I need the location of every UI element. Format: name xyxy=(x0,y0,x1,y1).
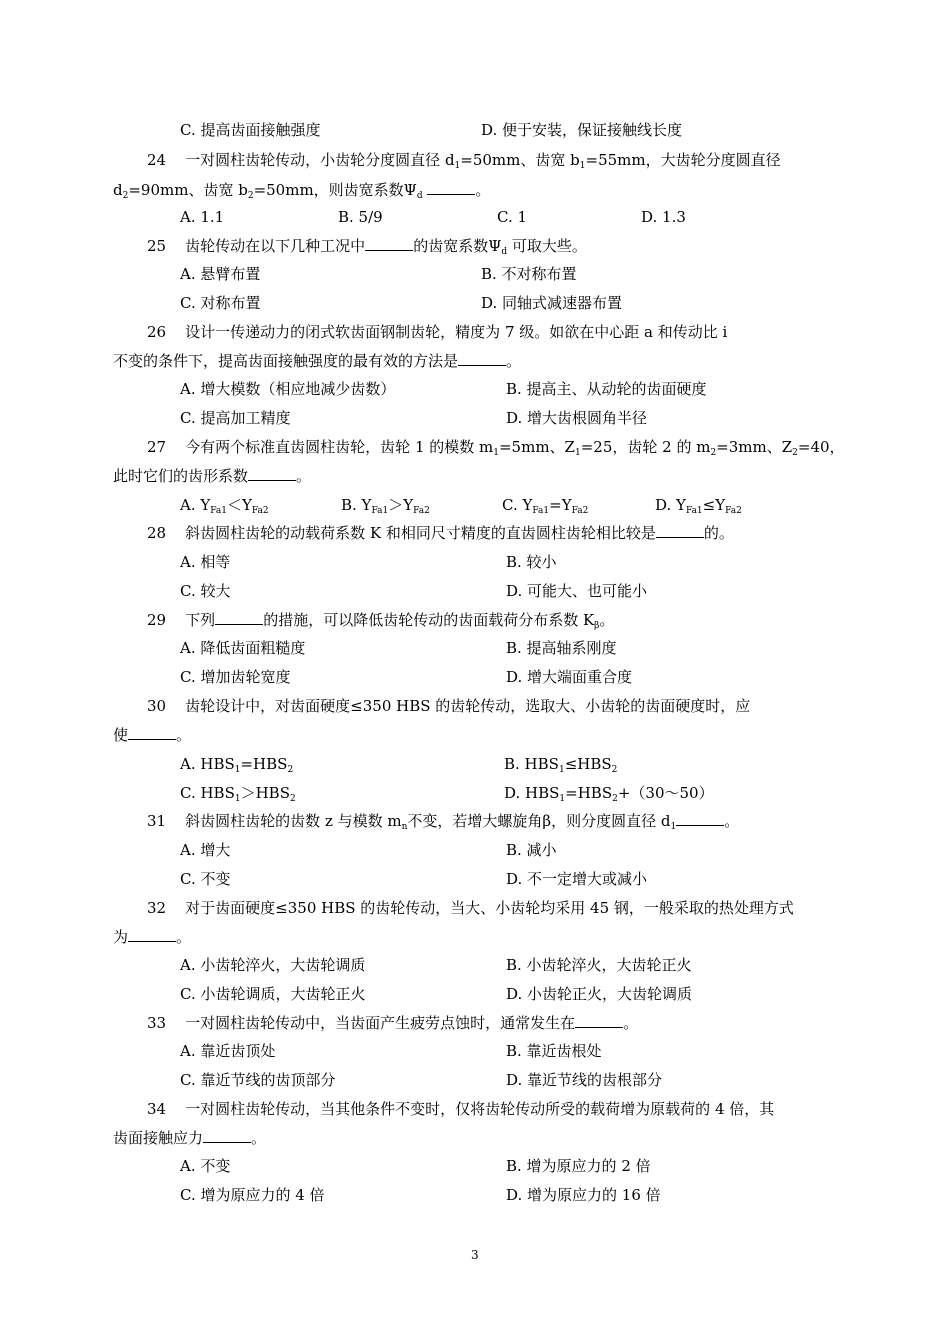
answer-blank xyxy=(656,523,704,538)
q28-stem: 28 斜齿圆柱齿轮的动载荷系数 K 和相同尺寸精度的直齿圆柱齿轮相比较是 的。 xyxy=(147,524,734,542)
q29-option-b: B. 提高轴系刚度 xyxy=(506,639,617,657)
q33-option-c: C. 靠近节线的齿顶部分 xyxy=(180,1071,336,1089)
q31-stem: 31 斜齿圆柱齿轮的齿数 z 与模数 $m_n$不变，若增大螺旋角β，则分度圆直径 $d_1$ 。 xyxy=(147,812,740,832)
q34-option-d: D. 增为原应力的 16 倍 xyxy=(506,1186,661,1204)
q30-number: 30 xyxy=(147,697,167,715)
q31-option-d: D. 不一定增大或减小 xyxy=(506,870,648,888)
q29-stem: 29 下列 的措施，可以降低齿轮传动的齿面载荷分布系数 $K_\beta$。 xyxy=(147,611,615,631)
q27-stem-line1: 27 今有两个标准直齿圆柱齿轮，齿轮 1 的模数 $m_1=5mm$、$Z_1=25$，齿轮 2 的 $m_2=3mm$、$Z_2=40$， xyxy=(147,438,845,458)
q28-number: 28 xyxy=(147,524,167,542)
answer-blank xyxy=(458,351,506,366)
q28-option-d: D. 可能大、也可能小 xyxy=(506,582,648,600)
q25-option-a: A. 悬臂布置 xyxy=(180,265,261,283)
q24-number: 24 xyxy=(147,151,167,169)
q31-option-c: C. 不变 xyxy=(180,870,231,888)
q27-option-b: B. $Y_{Fa1}>Y_{Fa2}$ xyxy=(341,496,430,516)
answer-blank xyxy=(215,610,263,625)
q33-stem: 33 一对圆柱齿轮传动中，当齿面产生疲劳点蚀时，通常发生在 。 xyxy=(147,1014,639,1032)
answer-blank xyxy=(427,180,475,195)
answer-blank xyxy=(128,725,176,740)
q32-option-d: D. 小齿轮正火，大齿轮调质 xyxy=(506,985,693,1003)
q27-stem-line2: 此时它们的齿形系数 。 xyxy=(113,467,312,485)
q31-number: 31 xyxy=(147,812,167,830)
answer-blank xyxy=(575,1013,623,1028)
q28-option-a: A. 相等 xyxy=(180,553,231,571)
q24-stem-line2: $d_2=90mm$、齿宽 $b_2=50mm$，则齿宽系数$\Psi_d$ 。 xyxy=(113,181,491,201)
q26-option-b: B. 提高主、从动轮的齿面硬度 xyxy=(506,380,707,398)
q31-option-a: A. 增大 xyxy=(180,841,231,859)
q28-option-c: C. 较大 xyxy=(180,582,231,600)
q34-option-b: B. 增为原应力的 2 倍 xyxy=(506,1157,651,1175)
q30-option-a: A. $HBS_1=HBS_2$ xyxy=(180,755,294,775)
q34-stem-line2: 齿面接触应力 。 xyxy=(113,1129,267,1147)
q29-number: 29 xyxy=(147,611,167,629)
q24-option-b: B. 5/9 xyxy=(338,208,383,226)
q33-option-a: A. 靠近齿顶处 xyxy=(180,1042,276,1060)
q32-number: 32 xyxy=(147,899,167,917)
q25-option-d: D. 同轴式减速器布置 xyxy=(481,294,623,312)
q30-stem-line1: 30 齿轮设计中，对齿面硬度≤350 HBS 的齿轮传动，选取大、小齿轮的齿面硬度时，应 xyxy=(147,697,751,715)
page-number: 3 xyxy=(471,1248,479,1262)
q27-option-c: C. $Y_{Fa1}=Y_{Fa2}$ xyxy=(502,496,589,516)
answer-blank xyxy=(203,1128,251,1143)
q30-option-c: C. $HBS_1>HBS_2$ xyxy=(180,784,296,804)
q31-option-b: B. 减小 xyxy=(506,841,557,859)
q24-option-a: A. 1.1 xyxy=(180,208,225,226)
q32-option-a: A. 小齿轮淬火，大齿轮调质 xyxy=(180,956,366,974)
q30-option-b: B. $HBS_1\le HBS_2$ xyxy=(504,755,618,775)
q25-stem: 25 齿轮传动在以下几种工况中 的齿宽系数$\Psi_d$ 可取大些。 xyxy=(147,237,587,257)
q34-option-c: C. 增为原应力的 4 倍 xyxy=(180,1186,325,1204)
q34-option-a: A. 不变 xyxy=(180,1157,231,1175)
q33-option-b: B. 靠近齿根处 xyxy=(506,1042,602,1060)
answer-blank xyxy=(248,466,296,481)
q25-option-c: C. 对称布置 xyxy=(180,294,261,312)
answer-blank xyxy=(365,236,413,251)
q24-option-d: D. 1.3 xyxy=(641,208,686,226)
q27-option-d: D. $Y_{Fa1}\le Y_{Fa2}$ xyxy=(655,496,742,516)
q23-option-c: C. 提高齿面接触强度 xyxy=(180,121,321,139)
q32-option-c: C. 小齿轮调质，大齿轮正火 xyxy=(180,985,366,1003)
answer-blank xyxy=(128,927,176,942)
q26-option-a: A. 增大模数（相应地减少齿数） xyxy=(180,380,396,398)
q33-number: 33 xyxy=(147,1014,167,1032)
q33-option-d: D. 靠近节线的齿根部分 xyxy=(506,1071,663,1089)
q26-option-d: D. 增大齿根圆角半径 xyxy=(506,409,648,427)
q24-stem-line1: 24 一对圆柱齿轮传动，小齿轮分度圆直径 $d_1=50mm$、齿宽 $b_1=55mm$，大齿轮分度圆直径 xyxy=(147,151,781,171)
q27-number: 27 xyxy=(147,438,167,456)
q26-stem-line1: 26 设计一传递动力的闭式软齿面钢制齿轮，精度为 7 级。如欲在中心距 a 和传动比 i xyxy=(147,323,728,341)
q34-stem-line1: 34 一对圆柱齿轮传动，当其他条件不变时，仅将齿轮传动所受的载荷增为原载荷的 4 倍，其 xyxy=(147,1100,775,1118)
q29-option-d: D. 增大端面重合度 xyxy=(506,668,633,686)
q25-option-b: B. 不对称布置 xyxy=(481,265,577,283)
q30-option-d: D. $HBS_1=HBS_2+(30\sim 50)$ xyxy=(504,784,714,804)
answer-blank xyxy=(676,811,724,826)
q24-option-c: C. 1 xyxy=(497,208,528,226)
q26-option-c: C. 提高加工精度 xyxy=(180,409,291,427)
q32-option-b: B. 小齿轮淬火，大齿轮正火 xyxy=(506,956,692,974)
q32-stem-line1: 32 对于齿面硬度≤350 HBS 的齿轮传动，当大、小齿轮均采用 45 钢，一般采取的热处理方式 xyxy=(147,899,794,917)
q32-stem-line2: 为 。 xyxy=(113,928,192,946)
q30-stem-line2: 使 。 xyxy=(113,726,192,744)
q25-number: 25 xyxy=(147,237,167,255)
q34-number: 34 xyxy=(147,1100,167,1118)
q28-option-b: B. 较小 xyxy=(506,553,557,571)
q26-stem-line2: 不变的条件下，提高齿面接触强度的最有效的方法是 。 xyxy=(113,352,522,370)
q29-option-a: A. 降低齿面粗糙度 xyxy=(180,639,306,657)
q26-number: 26 xyxy=(147,323,167,341)
q23-option-d: D. 便于安装，保证接触线长度 xyxy=(481,121,683,139)
q27-option-a: A. $Y_{Fa1}<Y_{Fa2}$ xyxy=(180,496,269,516)
q29-option-c: C. 增加齿轮宽度 xyxy=(180,668,291,686)
